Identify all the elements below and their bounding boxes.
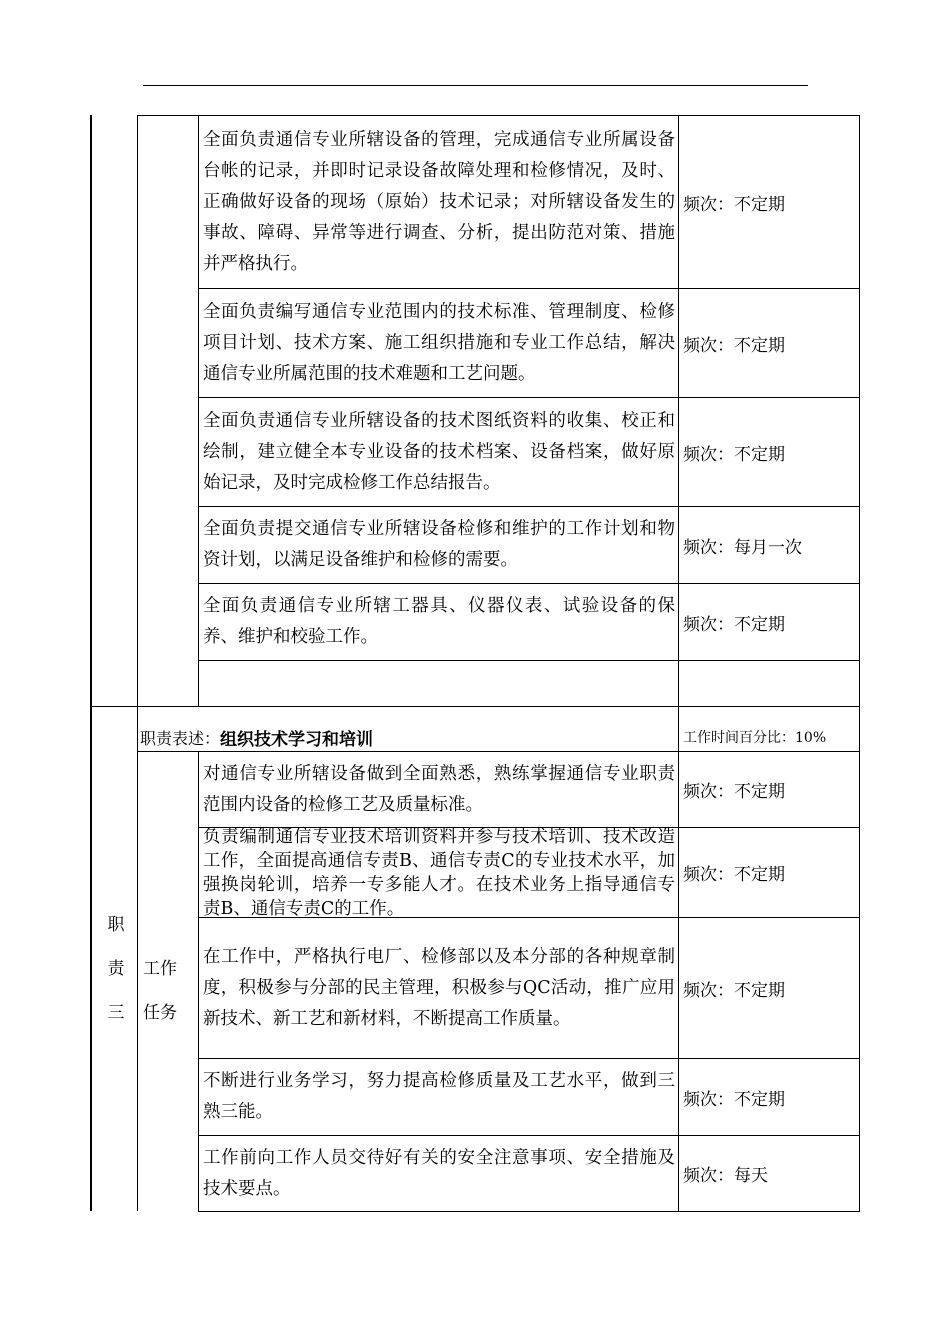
section-sep xyxy=(90,706,860,707)
duty-description-title: 组织技术学习和培训 xyxy=(220,729,374,750)
task-cell: 负责编制通信专业技术培训资料并参与技术培训、技术改造工作，全面提高通信专责B、通信专责C的专业技术水平，加强换岗轮训，培养一专多能人才。在技术业务上指导通信专责B、通信专责C的工作。 xyxy=(203,826,675,919)
duty-label-char: 职 xyxy=(107,915,125,935)
task-cell-empty xyxy=(199,661,679,706)
duty-description xyxy=(140,722,373,752)
frequency-cell: 频次：不定期 xyxy=(683,865,785,885)
frequency-cell: 频次：不定期 xyxy=(683,1089,785,1110)
duty-description-prefix: 职责表述： xyxy=(140,728,221,748)
frequency-cell: 频次：每天 xyxy=(683,1166,768,1186)
duty-label-char: 三 xyxy=(107,1003,125,1023)
task-cell: 全面负责提交通信专业所辖设备检修和维护的工作计划和物资计划，以满足设备维护和检修的需要。 xyxy=(203,519,675,570)
task-cell: 全面负责通信专业所辖设备的技术图纸资料的收集、校正和绘制，建立健全本专业设备的技术档案、设备档案，做好原始记录，及时完成检修工作总结报告。 xyxy=(203,410,675,493)
frequency-cell: 频次：不定期 xyxy=(683,980,785,1001)
frequency-cell: 频次：不定期 xyxy=(683,194,785,215)
task-cell: 对通信专业所辖设备做到全面熟悉，熟练掌握通信专业职责范围内设备的检修工艺及质量标准。 xyxy=(203,763,675,815)
task-cell: 工作前向工作人员交待好有关的安全注意事项、安全措施及技术要点。 xyxy=(203,1147,675,1199)
duty-label-char: 责 xyxy=(107,959,125,979)
frequency-cell: 频次：不定期 xyxy=(683,335,785,356)
work-time-percentage: 工作时间百分比：10% xyxy=(683,730,827,746)
task-cell: 不断进行业务学习，努力提高检修质量及工艺水平，做到三熟三能。 xyxy=(203,1071,675,1122)
col-divider-label-2 xyxy=(137,706,138,1211)
frequency-cell: 频次：不定期 xyxy=(683,444,785,465)
frequency-cell-empty xyxy=(679,661,860,706)
work-task-label: 工作 xyxy=(143,959,177,979)
task-cell: 全面负责通信专业所辖设备的管理，完成通信专业所属设备台帐的记录，并即时记录设备故障处理和检修情况，及时、正确做好设备的现场（原始）技术记录；对所辖设备发生的事故、障碍、异常等进行调查、分析，提出防范对策、措施并严格执行。 xyxy=(203,129,675,274)
task-cell: 全面负责通信专业所辖工器具、仪器仪表、试验设备的保养、维护和校验工作。 xyxy=(203,596,675,647)
row-sep xyxy=(198,1211,860,1212)
col-divider-label xyxy=(137,115,138,706)
table-left-border xyxy=(90,115,92,1211)
frequency-cell: 频次：不定期 xyxy=(683,614,785,635)
task-cell: 在工作中，严格执行电厂、检修部以及本分部的各种规章制度，积极参与分部的民主管理，积极参与QC活动，推广应用新技术、新工艺和新材料，不断提高工作质量。 xyxy=(203,946,675,1029)
header-rule xyxy=(143,85,808,86)
frequency-cell: 频次：每月一次 xyxy=(683,537,802,558)
work-task-label: 任务 xyxy=(143,1003,177,1023)
task-cell: 全面负责编写通信专业范围内的技术标准、管理制度、检修项目计划、技术方案、施工组织措施和专业工作总结，解决通信专业所属范围的技术难题和工艺问题。 xyxy=(203,301,675,384)
frequency-cell: 频次：不定期 xyxy=(683,782,785,802)
